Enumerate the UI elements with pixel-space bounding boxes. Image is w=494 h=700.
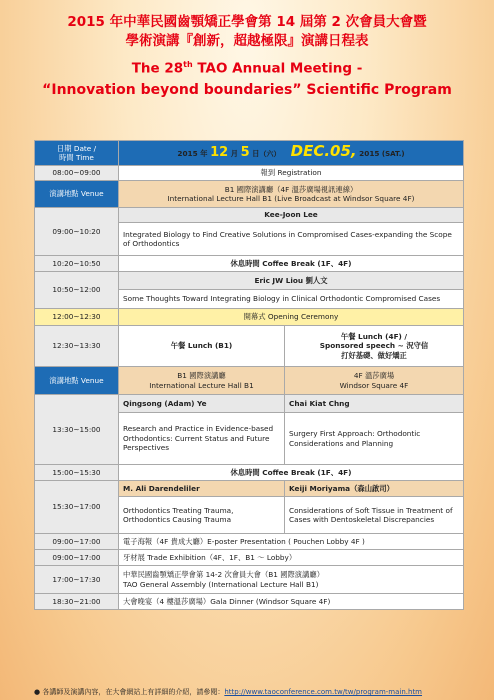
table-row (35, 166, 464, 181)
footer-note: ● 各講師及演講內容，在大會網站上有詳細的介紹，請參閱：http://www.taoconference.com.tw/tw/program-main.htm (34, 688, 423, 696)
venue-b1-cell: B1 國際演講廳 International Lecture Hall B1 (119, 367, 285, 395)
table-row (35, 326, 464, 367)
eposter-cell: 電子海報（4F 貴成大廳）E-poster Presentation ( Pouchen Lobby 4F ) (119, 534, 464, 550)
table-row (35, 208, 464, 223)
time-cell: 12:00~12:30 (35, 309, 119, 326)
venue-label: 演講地點 Venue (35, 367, 119, 395)
table-row (35, 481, 464, 497)
time-cell: 15:00~15:30 (35, 465, 119, 481)
time-cell: 17:00~17:30 (35, 566, 119, 594)
title-block (0, 0, 494, 100)
time-cell: 15:30~17:00 (35, 481, 119, 534)
time-cell: 10:50~12:00 (35, 272, 119, 309)
table-row (35, 181, 464, 208)
talk-title-cell: Integrated Biology to Find Creative Solutions in Compromised Cases-expanding the Scope of Orthodontics (119, 223, 464, 256)
venue-cell: B1 國際演講廳（4F 溫莎廣場視訊連線） International Lecture Hall B1 (Live Broadcast at Windsor Square 4F) (119, 181, 464, 208)
lunch-4f-cell: 午餐 Lunch (4F) / Sponsored speech ~ 況守信 打好基礎、做好矯正 (285, 326, 464, 367)
speaker-cell: Eric JW Liou 劉人文 (119, 272, 464, 290)
table-row (35, 395, 464, 413)
date-cell: 2015 年 12 月 5 日（六） DEC.05, 2015 (SAT.) (119, 141, 464, 166)
table-row (35, 594, 464, 610)
speaker-cell: Keiji Moriyama（森山啟司） (285, 481, 464, 497)
talk-title-cell: Surgery First Approach: Orthodontic Considerations and Planning (285, 413, 464, 465)
title-line-4: “Innovation beyond boundaries” Scientific Program (42, 81, 452, 98)
coffee-break-cell: 休息時間 Coffee Break (1F、4F) (119, 256, 464, 272)
time-cell: 12:30~13:30 (35, 326, 119, 367)
opening-ceremony-cell: 開幕式 Opening Ceremony (119, 309, 464, 326)
table-row (35, 465, 464, 481)
talk-title-cell: Orthodontics Treating Trauma, Orthodontics Causing Trauma (119, 497, 285, 534)
venue-label: 演講地點 Venue (35, 181, 119, 208)
speaker-cell: Kee-Joon Lee (119, 208, 464, 223)
general-assembly-cell: 中華民國齒顎矯正學會第 14-2 次會員大會（B1 國際演講廳） TAO General Assembly (International Lecture Hall B1) (119, 566, 464, 594)
venue-4f-cell: 4F 溫莎廣場 Windsor Square 4F (285, 367, 464, 395)
talk-title-cell: Considerations of Soft Tissue in Treatment of Cases with Dentoskeletal Discrepancies (285, 497, 464, 534)
table-row (35, 550, 464, 566)
table-header-row (35, 141, 464, 166)
time-cell: 09:00~17:00 (35, 534, 119, 550)
title-line-1: 2015 年中華民國齒顎矯正學會第 14 屆第 2 次會員大會暨 (67, 14, 427, 30)
time-cell: 10:20~10:50 (35, 256, 119, 272)
bullet-icon: ● (34, 688, 41, 696)
gala-dinner-cell: 大會晚宴（4 樓溫莎廣場）Gala Dinner (Windsor Square 4F) (119, 594, 464, 610)
table-row (35, 272, 464, 290)
time-cell: 13:30~15:00 (35, 395, 119, 465)
time-cell: 08:00~09:00 (35, 166, 119, 181)
talk-title-cell: Research and Practice in Evidence-based Orthodontics: Current Status and Future Perspectives (119, 413, 285, 465)
coffee-break-cell: 休息時間 Coffee Break (1F、4F) (119, 465, 464, 481)
title-line-3: The 28th TAO Annual Meeting - (131, 60, 363, 77)
table-row (35, 309, 464, 326)
registration-cell: 報到 Registration (119, 166, 464, 181)
title-line-2: 學術演講『創新，超越極限』演講日程表 (125, 33, 369, 49)
exhibition-cell: 牙材展 Trade Exhibition（4F、1F、B1 ～ Lobby） (119, 550, 464, 566)
program-link[interactable]: http://www.taoconference.com.tw/tw/program-main.htm (224, 688, 423, 696)
schedule-table (34, 140, 464, 610)
table-row (35, 566, 464, 594)
talk-title-cell: Some Thoughts Toward Integrating Biology in Clinical Orthodontic Compromised Cases (119, 290, 464, 309)
date-time-header: 日期 Date / 時間 Time (35, 141, 119, 166)
time-cell: 09:00~17:00 (35, 550, 119, 566)
table-row (35, 367, 464, 395)
speaker-cell: Qingsong (Adam) Ye (119, 395, 285, 413)
table-row (35, 534, 464, 550)
speaker-cell: Chai Kiat Chng (285, 395, 464, 413)
speaker-cell: M. Ali Darendeliler (119, 481, 285, 497)
time-cell: 09:00~10:20 (35, 208, 119, 256)
lunch-b1-cell: 午餐 Lunch (B1) (119, 326, 285, 367)
time-cell: 18:30~21:00 (35, 594, 119, 610)
table-row (35, 256, 464, 272)
